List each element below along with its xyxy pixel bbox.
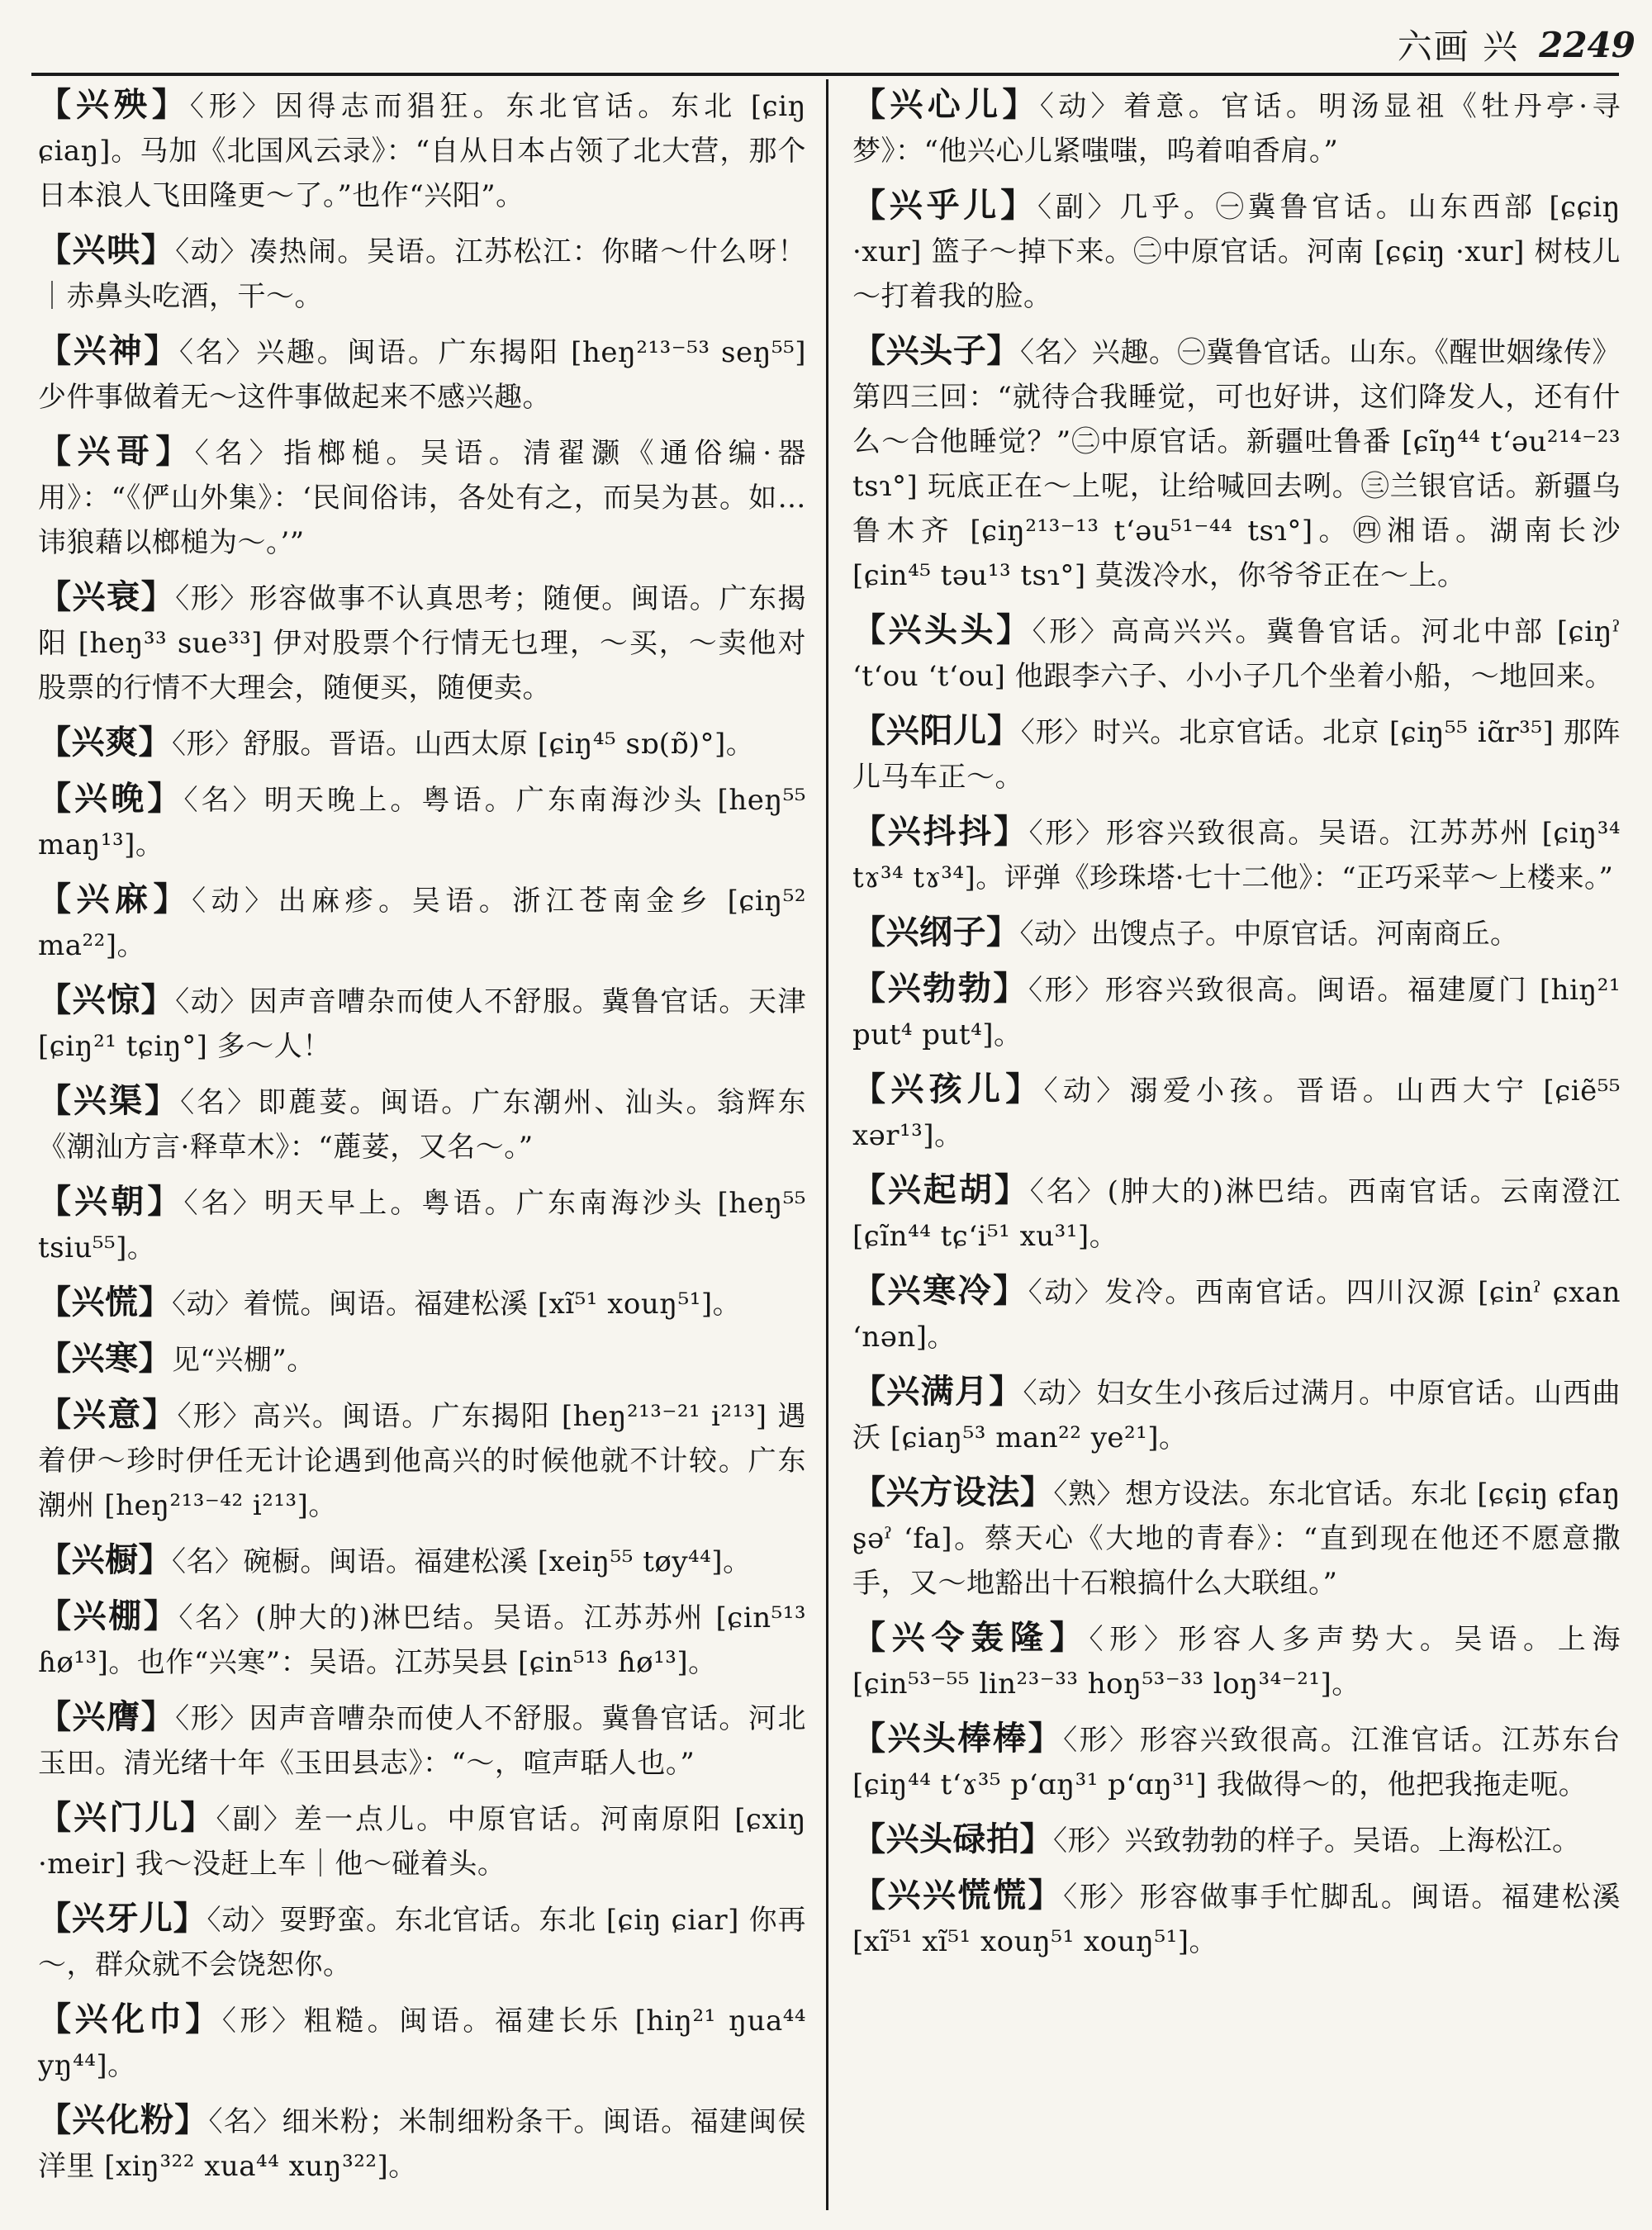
dictionary-entry	[852, 910, 1621, 956]
entry-headword: 【兴起胡】	[852, 1170, 1030, 1209]
entry-definition: 〈动〉着慌。闽语。福建松溪 [xĩ⁵¹ xouŋ⁵¹]。	[172, 1288, 742, 1321]
entry-definition: 〈名〉明天晚上。粤语。广东南海沙头 [heŋ⁵⁵ maŋ¹³]。	[38, 784, 806, 861]
dictionary-entry	[852, 1616, 1621, 1706]
entry-headword: 【兴兴慌慌】	[852, 1876, 1064, 1914]
entry-definition: 〈形〉形容兴致很高。闽语。福建厦门 [hiŋ²¹ put⁴ put⁴]。	[852, 974, 1621, 1051]
entry-definition: 〈动〉着意。官话。明汤显祖《牡丹亭·寻梦》：“他兴心儿紧嗤嗤，呜着咱香肩。”	[852, 90, 1621, 168]
dictionary-entry	[38, 720, 806, 766]
entry-definition: 〈形〉粗糙。闽语。福建长乐 [hiŋ²¹ ŋua⁴⁴ yŋ⁴⁴]。	[38, 2005, 806, 2082]
dictionary-entry	[38, 978, 806, 1069]
running-head: 六画 兴	[1397, 26, 1520, 67]
entry-definition: 〈动〉妇女生小孩后过满月。中原官话。山西曲沃 [ɕiaŋ⁵³ man²² ye²¹]。	[852, 1377, 1621, 1454]
entry-definition: 〈名〉兴趣。闽语。广东揭阳 [heŋ²¹³⁻⁵³ seŋ⁵⁵] 少件事做着无～这件事做起来不感兴趣。	[38, 336, 807, 414]
dictionary-entry	[38, 1079, 806, 1170]
entry-headword: 【兴棚】	[38, 1597, 179, 1635]
entry-headword: 【兴麻】	[38, 880, 192, 918]
entry-headword: 【兴爽】	[38, 723, 172, 762]
entry-headword: 【兴阳儿】	[852, 711, 1021, 750]
entry-definition: 〈形〉舒服。晋语。山西太原 [ɕiŋ⁴⁵ sɒ(ɒ̃)°]。	[172, 728, 755, 761]
dictionary-entry	[38, 1280, 806, 1326]
entry-definition: 〈名〉(肿大的)淋巴结。西南官话。云南澄江 [ɕĩn⁴⁴ tɕʻi⁵¹ xu³¹]。	[852, 1175, 1621, 1253]
entry-headword: 【兴晚】	[38, 779, 184, 818]
entry-headword: 【兴头子】	[852, 331, 1020, 370]
entry-definition: 〈动〉出馊点子。中原官话。河南商丘。	[1019, 918, 1519, 951]
entry-definition: 〈形〉形容做事不认真思考；随便。闽语。广东揭阳 [heŋ³³ sue³³] 伊对股票个行情无乜理，～买，～卖他对股票的行情不大理会，随便买，随便卖。	[38, 582, 807, 705]
entry-headword: 【兴勃勃】	[852, 969, 1029, 1008]
entry-definition: 〈形〉高高兴兴。冀鲁官话。河北中部 [ɕiŋˀ ʻtʻou ʻtʻou] 他跟李六子、小小子几个坐着小船，～地回来。	[852, 615, 1621, 693]
entry-headword: 【兴橱】	[38, 1540, 172, 1579]
entry-definition: 〈动〉发冷。西南官话。四川汉源 [ɕinˀ ɕxan ʻnən]。	[852, 1276, 1621, 1354]
dictionary-entry	[38, 575, 806, 710]
dictionary-entry	[38, 329, 806, 420]
entry-headword: 【兴化巾】	[38, 2000, 222, 2038]
dictionary-entry	[852, 1716, 1621, 1807]
dictionary-entry	[38, 1796, 806, 1886]
entry-definition: 〈形〉高兴。闽语。广东揭阳 [heŋ²¹³⁻²¹ i²¹³] 遇着伊～珍时伊任无计论遇到他高兴的时候他就不计较。广东潮州 [heŋ²¹³⁻⁴² i²¹³]。	[38, 1400, 806, 1522]
dictionary-entry	[38, 228, 806, 319]
dictionary-entry	[38, 877, 806, 968]
dictionary-entry	[38, 1695, 806, 1786]
dictionary-entry	[38, 2098, 806, 2189]
entry-headword: 【兴慌】	[38, 1283, 172, 1321]
entry-headword: 【兴意】	[38, 1395, 178, 1434]
entry-headword: 【兴纲子】	[852, 913, 1020, 951]
dictionary-entry	[852, 1470, 1621, 1606]
entry-headword: 【兴惊】	[38, 980, 176, 1019]
entry-definition: 〈形〉形容人多声势大。吴语。上海 [ɕin⁵³⁻⁵⁵ lin²³⁻³³ hoŋ⁵³⁻³³ loŋ³⁴⁻²¹]。	[852, 1623, 1621, 1701]
dictionary-entry	[38, 429, 806, 565]
dictionary-entry	[38, 1896, 806, 1987]
entry-definition: 〈动〉溺爱小孩。晋语。山西大宁 [ɕiẽ⁵⁵ xər¹³]。	[852, 1075, 1621, 1152]
entry-headword: 【兴心儿】	[852, 85, 1040, 124]
dictionary-entry	[852, 608, 1621, 699]
column-divider	[826, 79, 828, 2210]
dictionary-entry	[852, 709, 1621, 799]
entry-definition: 〈名〉明天早上。粤语。广东南海沙头 [heŋ⁵⁵ tsiu⁵⁵]。	[38, 1187, 806, 1264]
entry-definition: 〈形〉兴致勃勃的样子。吴语。上海松江。	[1053, 1824, 1581, 1858]
left-column	[38, 83, 806, 2199]
dictionary-entry	[38, 1336, 806, 1383]
dictionary-entry	[852, 183, 1621, 319]
entry-definition: 见“兴棚”。	[172, 1344, 316, 1377]
entry-definition: 〈副〉差一点儿。中原官话。河南原阳 [ɕxiŋ ·meir] 我～没赶上车｜他～碰着头。	[38, 1803, 806, 1881]
entry-headword: 【兴牙儿】	[38, 1899, 207, 1938]
header-rule	[31, 73, 1619, 76]
dictionary-entry	[852, 809, 1621, 900]
entry-definition: 〈名〉兴趣。㊀冀鲁官话。山东。《醒世姻缘传》第四三回：“就待合我睡觉，可也好讲，这们降发人，还有什么～合他睡觉？”㊁中原官话。新疆吐鲁番 [ɕĩŋ⁴⁴ tʻəu²¹⁴⁻²³ tsɿ°] 玩底正在～上呢，让给喊回去咧。㊂兰银官话。新疆乌鲁木齐 [ɕiŋ²¹³⁻¹³ tʻəu⁵¹⁻⁴⁴ tsɿ°]。㊃湘语。湖南长沙 [ɕin⁴⁵ təu¹³ tsɿ°] 莫泼冷水，你爷爷正在～上。	[852, 336, 1621, 592]
dictionary-entry	[38, 776, 806, 867]
entry-definition: 〈形〉形容做事手忙脚乱。闽语。福建松溪 [xĩ⁵¹ xĩ⁵¹ xouŋ⁵¹ xouŋ⁵¹]。	[852, 1881, 1621, 1958]
entry-headword: 【兴哄】	[38, 230, 176, 269]
entry-headword: 【兴寒】	[38, 1339, 172, 1378]
dictionary-entry	[38, 1997, 806, 2088]
entry-headword: 【兴膺】	[38, 1697, 176, 1736]
entry-definition: 〈动〉凑热闹。吴语。江苏松江：你睹～什么呀！｜赤鼻头吃酒，干～。	[38, 235, 807, 313]
dictionary-entry	[852, 1873, 1621, 1964]
dictionary-entry	[38, 1594, 806, 1685]
entry-headword: 【兴方设法】	[852, 1473, 1054, 1511]
dictionary-entry	[852, 1369, 1621, 1460]
dictionary-entry	[38, 83, 806, 218]
dictionary-entry	[38, 1538, 806, 1584]
entry-headword: 【兴令轰隆】	[852, 1618, 1089, 1657]
dictionary-entry	[852, 83, 1621, 173]
page-number: 2249	[1539, 24, 1635, 65]
entry-definition: 〈动〉耍野蛮。东北官话。东北 [ɕiŋ ɕiar] 你再～，群众就不会饶恕你。	[38, 1904, 806, 1981]
entry-definition: 〈形〉形容兴致很高。江淮官话。江苏东台 [ɕiŋ⁴⁴ tʻɤ³⁵ pʻɑŋ³¹ pʻɑŋ³¹] 我做得～的，他把我拖走呃。	[852, 1724, 1621, 1801]
dictionary-entry	[852, 329, 1621, 598]
entry-headword: 【兴殃】	[38, 85, 190, 124]
entry-headword: 【兴门儿】	[38, 1798, 216, 1837]
entry-headword: 【兴寒冷】	[852, 1271, 1028, 1310]
entry-definition: 〈名〉碗橱。闽语。福建松溪 [xeiŋ⁵⁵ tøy⁴⁴]。	[172, 1545, 752, 1578]
entry-headword: 【兴头头】	[852, 610, 1032, 649]
right-column	[852, 83, 1621, 1974]
dictionary-entry	[852, 1817, 1621, 1863]
entry-headword: 【兴渠】	[38, 1081, 181, 1120]
entry-headword: 【兴乎儿】	[852, 186, 1037, 225]
entry-definition: 〈熟〉想方设法。东北官话。东北 [ɕɕiŋ ɕfaŋ ʂəˀ ʻfa]。蔡天心《大地的青春》：“直到现在他还不愿意撒手，又～地豁出十石粮搞什么大联组。”	[852, 1478, 1621, 1600]
entry-definition: 〈副〉几乎。㊀冀鲁官话。山东西部 [ɕɕiŋ ·xur] 篮子～掉下来。㊁中原官话。河南 [ɕɕiŋ ·xur] 树枝儿～打着我的脸。	[852, 191, 1621, 313]
entry-definition: 〈名〉指榔槌。吴语。清翟灏《通俗编·器用》：“《俨山外集》：‘民间俗讳，各处有之，而吴为甚。如…讳狼藉以榔槌为～。’”	[38, 437, 806, 559]
entry-definition: 〈动〉出麻疹。吴语。浙江苍南金乡 [ɕiŋ⁵² ma²²]。	[38, 885, 807, 962]
dictionary-entry	[852, 966, 1621, 1057]
entry-definition: 〈形〉因得志而猖狂。东北官话。东北 [ɕiŋ ɕiaŋ]。马加《北国风云录》：“自从日本占领了北大营，那个日本浪人飞田隆更～了。”也作“兴阳”。	[38, 90, 806, 212]
entry-definition: 〈名〉细米粉；米制细粉条干。闽语。福建闽侯洋里 [xiŋ³²² xua⁴⁴ xuŋ³²²]。	[38, 2105, 806, 2183]
entry-definition: 〈形〉时兴。北京官话。北京 [ɕiŋ⁵⁵ iɑ̃r³⁵] 那阵儿马车正～。	[852, 716, 1621, 794]
dictionary-entry	[852, 1168, 1621, 1259]
entry-definition: 〈名〉即蔍荽。闽语。广东潮州、汕头。翁辉东《潮汕方言·释草木》：“蔍荽，又名～。”	[38, 1086, 807, 1164]
entry-definition: 〈形〉因声音嘈杂而使人不舒服。冀鲁官话。河北玉田。清光绪十年《玉田县志》：“～，喧声聒人也。”	[38, 1702, 807, 1780]
page-header	[1289, 20, 1635, 69]
entry-headword: 【兴哥】	[38, 432, 195, 471]
entry-definition: 〈形〉形容兴致很高。吴语。江苏苏州 [ɕiŋ³⁴ tɤ³⁴ tɤ³⁴]。评弹《珍珠塔·七十二他》：“正巧采苹～上楼来。”	[852, 817, 1621, 894]
dictionary-entry	[38, 1393, 806, 1528]
dictionary-entry	[852, 1067, 1621, 1158]
entry-headword: 【兴化粉】	[38, 2100, 209, 2139]
entry-definition: 〈名〉(肿大的)淋巴结。吴语。江苏苏州 [ɕin⁵¹³ ɦø¹³]。也作“兴寒”：吴语。江苏吴县 [ɕin⁵¹³ ɦø¹³]。	[38, 1601, 807, 1679]
entry-definition: 〈动〉因声音嘈杂而使人不舒服。冀鲁官话。天津 [ɕiŋ²¹ tɕiŋ°] 多～人！	[38, 985, 807, 1063]
entry-headword: 【兴衰】	[38, 577, 176, 616]
entry-headword: 【兴满月】	[852, 1372, 1023, 1411]
dictionary-entry	[38, 1179, 806, 1270]
entry-headword: 【兴抖抖】	[852, 812, 1029, 851]
entry-headword: 【兴头棒棒】	[852, 1719, 1064, 1758]
entry-headword: 【兴头碌拍】	[852, 1820, 1053, 1858]
dictionary-entry	[852, 1269, 1621, 1359]
entry-headword: 【兴朝】	[38, 1182, 184, 1221]
entry-headword: 【兴孩儿】	[852, 1070, 1044, 1108]
entry-headword: 【兴神】	[38, 331, 179, 370]
